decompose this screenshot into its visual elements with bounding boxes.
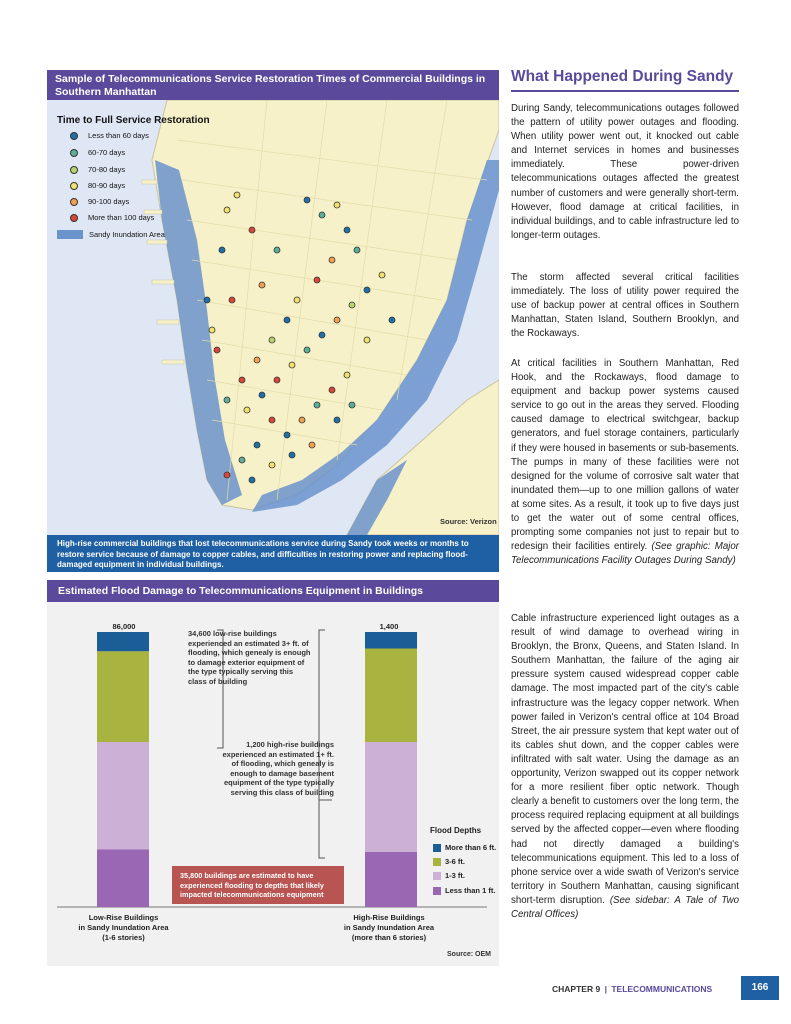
- legend-dot-icon: [70, 166, 78, 174]
- inundation-swatch-icon: [57, 230, 83, 239]
- legend-label: 90-100 days: [88, 197, 130, 206]
- annotation-high-rise: 1,200 high-rise buildings experienced an estimated 1+ ft. of flooding, which genealy is enough to damage basement equipment of the type typically serving this class of building: [222, 740, 334, 797]
- flooding-note: 35,800 buildings are estimated to have experienced flooding to depths that likely impacted telecommunications equipment: [172, 866, 344, 904]
- category-label-high: [320, 913, 458, 943]
- legend-label: Sandy Inundation Area: [89, 230, 165, 239]
- legend-dot-icon: [70, 149, 78, 157]
- legend-dot-icon: [70, 182, 78, 190]
- graphic-reference: (See graphic: Major Telecommunications Facility Outages During Sandy): [511, 541, 739, 567]
- category-line: (1-6 stories): [102, 933, 145, 942]
- legend-item: [70, 213, 154, 222]
- map-source: Source: Verizon: [440, 517, 497, 526]
- legend-item: [70, 181, 125, 190]
- flood-legend-label: More than 6 ft.: [445, 843, 497, 852]
- paragraph-text: Cable infrastructure experienced light outages as a result of wind damage to overhead wiring in Brooklyn, the Bronx, Queens, and Staten Island. In Southern Manhattan, the failure of the aging air pressure system caused widespread copper cable damage. The most impacted part of the city's cable infrastructure was the legacy copper network. When power failed in Verizon's central office at 104 Broad Street, the air pressure system that kept water out of its cables shut down, and the copper cables were infiltrated with salt water. Using the damage as an opportunity, Verizon swapped out its copper network for a more resilient fiber optic network. Though clearly a benefit to customers over the long term, the process required replacing equipment at all buildings served by the affected copper—even where flooding had not directly damaged a building's telecommunications equipment. This led to a loss of phone service over a wide swath of Verizon's service territory in Southern Manhattan, causing significant short-term disruption.: [511, 613, 739, 906]
- bar-segment: [365, 649, 417, 743]
- footer-separator: |: [604, 984, 607, 994]
- flood-legend-label: Less than 1 ft.: [445, 886, 496, 895]
- category-line: (more than 6 stories): [351, 933, 427, 942]
- article-paragraph: The storm affected several critical facilities immediately. The loss of utility power required the use of backup power at central offices in Southern Manhattan, Staten Island, Southern Brooklyn, and the Rockaways.: [511, 272, 739, 340]
- legend-item: [70, 197, 129, 206]
- map-legend-title: Time to Full Service Restoration: [57, 115, 210, 126]
- legend-dot-icon: [70, 132, 78, 140]
- annotation-low-rise: 34,600 low-rise buildings experienced an estimated 3+ ft. of flooding, which genealy is enough to damage exterior equipment of the type typically serving this class of building: [188, 629, 311, 686]
- legend-item: [70, 131, 149, 140]
- bar-segment: [365, 852, 417, 907]
- flood-swatch-icon: [433, 872, 441, 880]
- legend-dot-icon: [70, 214, 78, 222]
- flood-legend-title: Flood Depths: [430, 826, 482, 835]
- flood-legend-item: [433, 886, 495, 895]
- flood-legend-item: [433, 843, 496, 852]
- flood-legend-item: [433, 871, 465, 880]
- article-paragraph: [511, 612, 739, 922]
- bar-total-high: 1,400: [379, 622, 399, 631]
- bar-segment: [97, 632, 149, 651]
- map-caption: High-rise commercial buildings that lost telecommunications service during Sandy took weeks or months to restore service because of damage to copper cables, and difficulties in restoring power and replacing flood-damaged equipment in individual buildings.: [47, 535, 499, 572]
- flood-legend-item: [433, 857, 465, 866]
- bar-segment: [365, 632, 417, 649]
- section-label: TELECOMMUNICATIONS: [611, 984, 713, 994]
- category-line: in Sandy Inundation Area: [343, 923, 435, 932]
- bar-segment: [365, 742, 417, 852]
- category-line: in Sandy Inundation Area: [78, 923, 169, 932]
- page-number: 166: [741, 976, 779, 1000]
- bar-total-low: 86,000: [112, 622, 136, 631]
- legend-label: More than 100 days: [88, 213, 155, 222]
- legend-label: 70-80 days: [88, 165, 126, 174]
- legend-item: [70, 230, 165, 239]
- article-heading: What Happened During Sandy: [511, 68, 739, 92]
- category-label-low: [56, 913, 191, 943]
- category-line: High-Rise Buildings: [353, 913, 425, 922]
- legend-label: Less than 60 days: [88, 131, 149, 140]
- bar-segment: [97, 849, 149, 907]
- legend-label: 80-90 days: [88, 181, 126, 190]
- flood-swatch-icon: [433, 887, 441, 895]
- sidebar-reference: (See sidebar: A Tale of Two Central Offices): [511, 894, 739, 920]
- article-paragraph: [511, 357, 739, 568]
- category-line: Low-Rise Buildings: [88, 913, 159, 922]
- article-paragraph: During Sandy, telecommunications outages followed the pattern of utility power outages and flooding. When utility power went out, it knocked out cable and Internet services in homes and businesses immediately. These power-driven telecommunications outages affected the greatest number of customers and were generally short-term. However, flood damage at critical facilities, in individual buildings, and to cable infrastructure led to longer-term outages.: [511, 103, 739, 241]
- bar-segment: [97, 742, 149, 849]
- chart-panel-title: Estimated Flood Damage to Telecommunications Equipment in Buildings: [47, 580, 499, 602]
- bar-segment: [97, 651, 149, 742]
- flood-legend-label: 1-3 ft.: [445, 871, 466, 880]
- chapter-label: CHAPTER 9: [552, 984, 601, 994]
- flood-swatch-icon: [433, 844, 441, 852]
- flood-swatch-icon: [433, 858, 441, 866]
- legend-item: [70, 148, 125, 157]
- paragraph-text: At critical facilities in Southern Manhattan, Red Hook, and the Rockaways, flood damage to equipment and backup power systems caused service to go out in the areas they served. Flooding caused damage to electrical switchgear, backup generators, and fuel storage containers, particularly if they were housed in basements or sub-basements. The pumps in many of these facilities were not designed for the volume of corrosive salt water that inundated them—up to one million gallons of water at some sites. As a result, it took up to five days just to get the water out of some central offices, prompting some companies not just to repair but to redesign their facilities entirely.: [511, 358, 739, 553]
- legend-dot-icon: [70, 198, 78, 206]
- flood-legend-label: 3-6 ft.: [445, 857, 466, 866]
- legend-item: [70, 165, 125, 174]
- legend-label: 60-70 days: [88, 148, 126, 157]
- map-panel-title: Sample of Telecommunications Service Restoration Times of Commercial Buildings in Southern Manhattan: [47, 70, 499, 100]
- footer-chapter: [552, 984, 712, 994]
- chart-source: Source: OEM: [447, 951, 491, 958]
